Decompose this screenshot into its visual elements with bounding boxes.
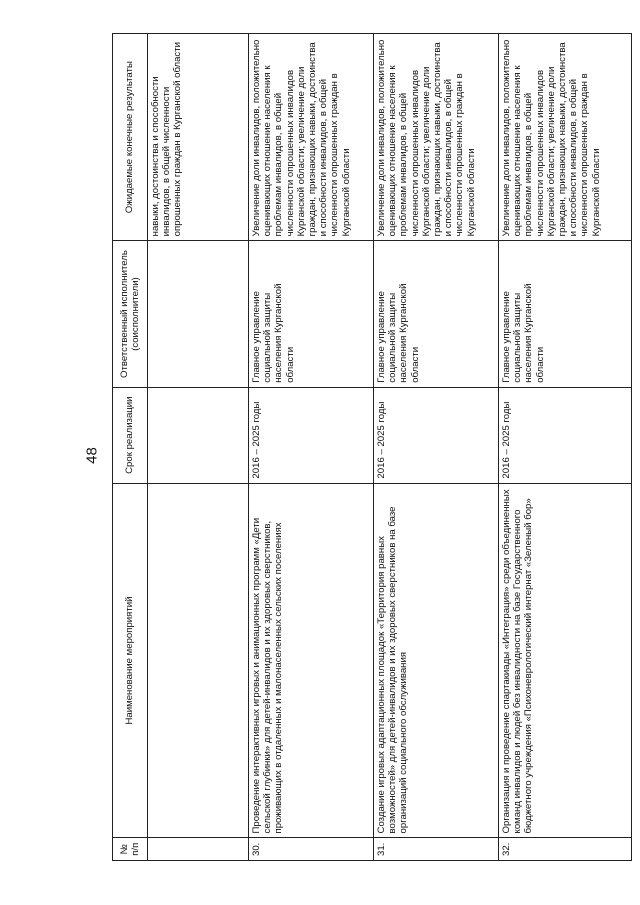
cell-name: Проведение интерактивных игровых и анимационных программ «Дети сельской глубинки» для детей-инвалидов и их здоровых сверстников, проживающих в отдаленных и малонаселенных сельских поселениях: [249, 483, 374, 838]
cell-responsible: Главное управление социальной защиты населения Курганской области: [374, 241, 499, 387]
cell-name: Организация и проведение спартакиады «Интеграция» среди объединенных команд инвалидов и людей без инвалидности на базе Государственного бюджетного учреждения «Психоневрологический интернат «Зеленый бор»: [499, 483, 632, 838]
table-row-continuation: [148, 34, 249, 861]
cell-term: 2016 – 2025 годы: [374, 387, 499, 483]
cell-name: [148, 483, 249, 838]
cell-num: 32.: [499, 838, 632, 861]
cell-responsible: Главное управление социальной защиты населения Курганской области: [249, 241, 374, 387]
cell-term: 2016 – 2025 годы: [499, 387, 632, 483]
header-responsible: Ответственный исполнитель (соисполнители): [113, 241, 148, 387]
header-name: Наименование мероприятий: [113, 483, 148, 838]
cell-results: Увеличение доли инвалидов, положительно оценивающих отношение населения к проблемам инвалидов, в общей численности опрошенных инвалидов Курганской области; увеличение доли граждан, признающих навыки, достоинства и способности инвалидов, в общей численности опрошенных граждан в Курганской области: [249, 34, 374, 241]
cell-term: [148, 387, 249, 483]
page-number: 48: [83, 447, 101, 464]
header-term: Срок реализации: [113, 387, 148, 483]
cell-results: Увеличение доли инвалидов, положительно оценивающих отношение населения к проблемам инвалидов, в общей численности опрошенных инвалидов Курганской области; увеличение доли граждан, признающих навыки, достоинства и способности инвалидов, в общей численности опрошенных граждан в Курганской области: [374, 34, 499, 241]
table-row: [374, 34, 499, 861]
table-header-row: [113, 34, 148, 861]
cell-results: Увеличение доли инвалидов, положительно оценивающих отношение населения к проблемам инвалидов, в общей численности опрошенных инвалидов Курганской области; увеличение доли граждан, признающих навыки, достоинства и способности инвалидов, в общей численности опрошенных граждан в Курганской области: [499, 34, 632, 241]
cell-responsible: [148, 241, 249, 387]
cell-num: 30.: [249, 838, 374, 861]
header-results: Ожидаемые конечные результаты: [113, 34, 148, 241]
measures-table: [112, 33, 632, 861]
header-num: № п/п: [113, 838, 148, 861]
table-row: [499, 34, 632, 861]
rotated-table-wrapper: [112, 33, 612, 861]
table-row: [249, 34, 374, 861]
cell-num: [148, 838, 249, 861]
cell-results: навыки, достоинства и способности инвалидов, в общей численности опрошенных граждан в Курганской области: [148, 34, 249, 241]
cell-num: 31.: [374, 838, 499, 861]
cell-responsible: Главное управление социальной защиты населения Курганской области: [499, 241, 632, 387]
cell-name: Создание игровых адаптационных площадок «Территория равных возможностей» для детей-инвалидов и их здоровых сверстников на базе организаций социального обслуживания: [374, 483, 499, 838]
cell-term: 2016 – 2025 годы: [249, 387, 374, 483]
